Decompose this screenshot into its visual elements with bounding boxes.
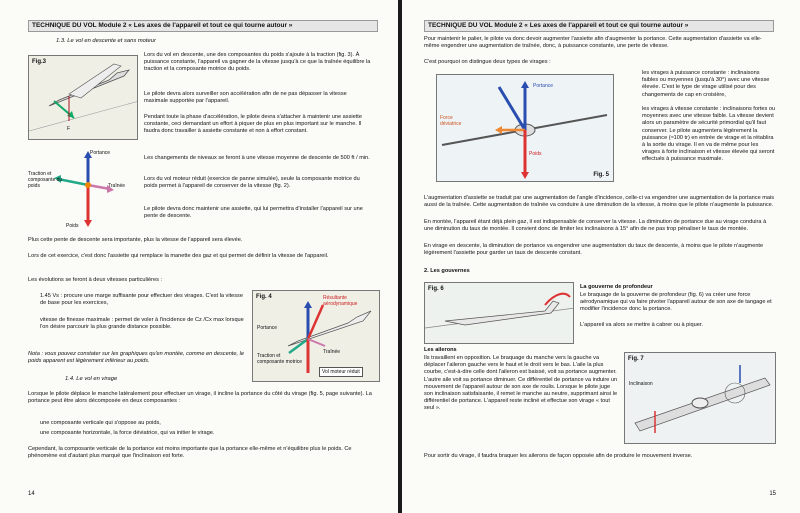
fig3-portance: Portance	[90, 150, 111, 156]
figure-5	[436, 74, 614, 182]
paragraph: Ils travaillent en opposition. Le braquage du manche vers la gauche va déplacer l'aileron gauche vers le haut et le droit vers le bas. L'aile la plus courbe, c'est-à-dire celle dont l'aileron est baissé, voit sa portance augmenter. L'autre aile voit sa portance diminuer. Ce différentiel de portance va induire un mouvement de l'appareil autour de son axe de roulis. Lorsque le pilote juge son inclinaison satisfaisante, il remet le manche au neutre, supprimant ainsi le différentiel de portance. L'appareil reste incliné et effectue son virage « tout seul ».	[424, 355, 618, 412]
figure-7	[624, 352, 776, 444]
section-heading: 1.3. Le vol en descente et sans moteur	[56, 38, 156, 44]
paragraph: Lorsque le pilote déplace le manche latéralement pour effectuer un virage, il incline la portance du côté du virage (fig. 5, page suivante). La portance peut être alors décomposée en deux composantes :	[28, 391, 372, 405]
bullet-item: une composante horizontale, la force déviatrice, qui va initier le virage.	[40, 430, 215, 436]
fig6-label: Fig. 6	[428, 286, 444, 292]
fig5-force: Force déviatrice	[440, 115, 462, 127]
turn-type-item: les virages à vitesse constante : inclinaisons fortes ou moyennes avec une vitesse faible. La vitesse devient alors un paramètre de sécurité primordial qu'il faut conserver. Le pilote augmentera légèrement la puissance (≈100 tr) en entrée de virage et la rétablira à la sortie du virage. Il en va de même pour les virages à forte inclinaison et vitesse élevée qui seront effectués à puissance maximale.	[642, 106, 776, 163]
fig5-poids: Poids	[529, 151, 542, 157]
paragraph: C'est pourquoi on distingue deux types de virages :	[424, 59, 551, 65]
note: Nota : vous pouvez constater sur les graphiques qu'en montée, comme en descente, le poids apparent est légèrement inférieur au poids.	[28, 351, 244, 365]
subheading: Les ailerons	[424, 347, 457, 353]
fig7-label: Fig. 7	[628, 356, 644, 362]
bullet-item: vitesse de finesse maximale : permet de voler à l'incidence de Cz /Cx max lorsque l'on désire parcourir la plus grande distance possible.	[40, 317, 244, 331]
paragraph: L'augmentation d'assiette se traduit par une augmentation de l'angle d'incidence, celle-ci va engendrer une augmentation de la portance mais aussi de la traînée. Cette augmentation de traînée va conduire à une diminution de la vitesse, à moins que le pilote n'augmente la puissance.	[424, 195, 775, 209]
paragraph: Le pilote devra donc maintenir une assiette, qui lui permettra d'installer l'appareil sur une pente de descente.	[144, 206, 363, 220]
paragraph: Lors du vol en descente, une des composantes du poids s'ajoute à la traction (fig. 3). À puissance constante, l'appareil va gagner de la vitesse jusqu'à ce que la traînée équilibre la traction et la composante motrice du poids.	[144, 52, 371, 73]
section-heading: 2. Les gouvernes	[424, 268, 470, 274]
bullet-item: 1.45 Vs : procure une marge suffisante pour effectuer des virages. C'est la vitesse de base pour les exercices,	[40, 293, 243, 307]
fig4-label: Fig. 4	[256, 294, 272, 300]
paragraph: Pendant toute la phase d'accélération, le pilote devra s'attacher à maintenir une assiette constante, ceci demandant un effort à piquer de plus en plus important sur le manche. Il faudra donc travailler à assiette constante et non à effort constant.	[144, 114, 362, 135]
paragraph: Les évolutions se feront à deux vitesses particulières :	[28, 277, 163, 283]
paragraph: Plus cette pente de descente sera importante, plus la vitesse de l'appareil sera élevée.	[28, 237, 243, 243]
section-heading: 1.4. Le vol en virage	[65, 376, 118, 382]
page-left	[0, 0, 398, 513]
paragraph: Les changements de niveaux se feront à une vitesse moyenne de descente de 500 ft / min.	[144, 155, 370, 161]
paragraph: En montée, l'appareil étant déjà plein gaz, il est indispensable de conserver la vitesse. La diminution de portance due au virage conduira à une diminution du taux de montée. Il convient donc de limiter les inclinaisons à 15° afin de ne pas trop pénaliser le taux de montée.	[424, 219, 767, 233]
page-number: 15	[769, 491, 776, 497]
bullet-item: une composante verticale qui s'oppose au poids,	[40, 420, 161, 426]
page-right	[402, 0, 800, 513]
fig4-portance: Portance	[257, 325, 278, 331]
fig3-forces	[28, 145, 138, 235]
fig5-portance: Portance	[533, 83, 554, 89]
fig5-label: Fig. 5	[593, 172, 609, 178]
fig3-poids: Poids	[66, 223, 79, 229]
airplane-descent-diagram	[29, 56, 138, 140]
fig3-f-label: F	[67, 126, 71, 132]
fig7-inclinaison: Inclinaison	[629, 381, 653, 387]
paragraph: Cependant, la composante verticale de la portance est moins importante que la portance elle-même et n'équilibre plus le poids. Ce phénomène est d'autant plus marqué que l'inclinaison est forte.	[28, 446, 352, 460]
paragraph: En virage en descente, la diminution de portance va engendrer une augmentation du taux de descente, à moins que le pilote n'augmente légèrement l'assiette pour garder un taux de descente constant.	[424, 243, 764, 257]
paragraph: Pour sortir du virage, il faudra braquer les ailerons de façon opposée afin de produire le mouvement inverse.	[424, 453, 693, 459]
figure-3	[28, 55, 138, 140]
page-header: TECHNIQUE DU VOL Module 2 « Les axes de l'appareil et tout ce qui tourne autour »	[424, 20, 774, 32]
figure-4	[252, 290, 380, 382]
page-number: 14	[28, 491, 35, 497]
paragraph: L'appareil va alors se mettre à cabrer ou à piquer.	[580, 322, 703, 328]
paragraph: Lors du vol moteur réduit (exercice de panne simulée), seule la composante motrice du poids permet à l'appareil de conserver de la vitesse (fig. 2).	[144, 176, 360, 190]
fig3-traction: Traction et composante du poids	[28, 171, 63, 189]
subheading: La gouverne de profondeur	[580, 284, 653, 290]
turn-type-item: les virages à puissance constante : inclinaisons faibles ou moyennes (jusqu'à 30°) avec une vitesse élevée. C'est le type de virage utilisé pour des changements de cap en croisière,	[642, 70, 770, 98]
fig4-traction: Traction et composante motrice	[257, 353, 303, 365]
paragraph: Lors de cet exercice, c'est donc l'assiette qui remplace la manette des gaz et qui permet de définir la vitesse de l'appareil.	[28, 253, 329, 259]
page-header: TECHNIQUE DU VOL Module 2 « Les axes de l'appareil et tout ce qui tourne autour »	[28, 20, 378, 32]
fig3-trainee: Traînée	[108, 183, 126, 189]
paragraph: Le braquage de la gouverne de profondeur (fig. 6) va créer une force aérodynamique qui va faire pivoter l'appareil autour de son axe de tangage et modifier l'incidence donc la portance.	[580, 292, 772, 313]
paragraph: Pour maintenir le palier, le pilote va donc devoir augmenter l'assiette afin d'augmenter la portance. Cette augmentation d'assiette va elle-même engendrer une augmentation de traînée, donc, à puissance constante, une perte de vitesse.	[424, 36, 762, 50]
paragraph: Le pilote devra alors surveiller son accélération afin de ne pas dépasser la vitesse maximale supportée par l'appareil.	[144, 91, 347, 105]
figure-6	[424, 282, 574, 344]
fig4-vol: Vol moteur réduit	[319, 367, 363, 377]
fig4-trainee: Traînée	[323, 349, 341, 355]
fig4-resultante: Résultante aérodynamique	[323, 295, 358, 307]
fig3-label: Fig.3	[32, 59, 47, 65]
